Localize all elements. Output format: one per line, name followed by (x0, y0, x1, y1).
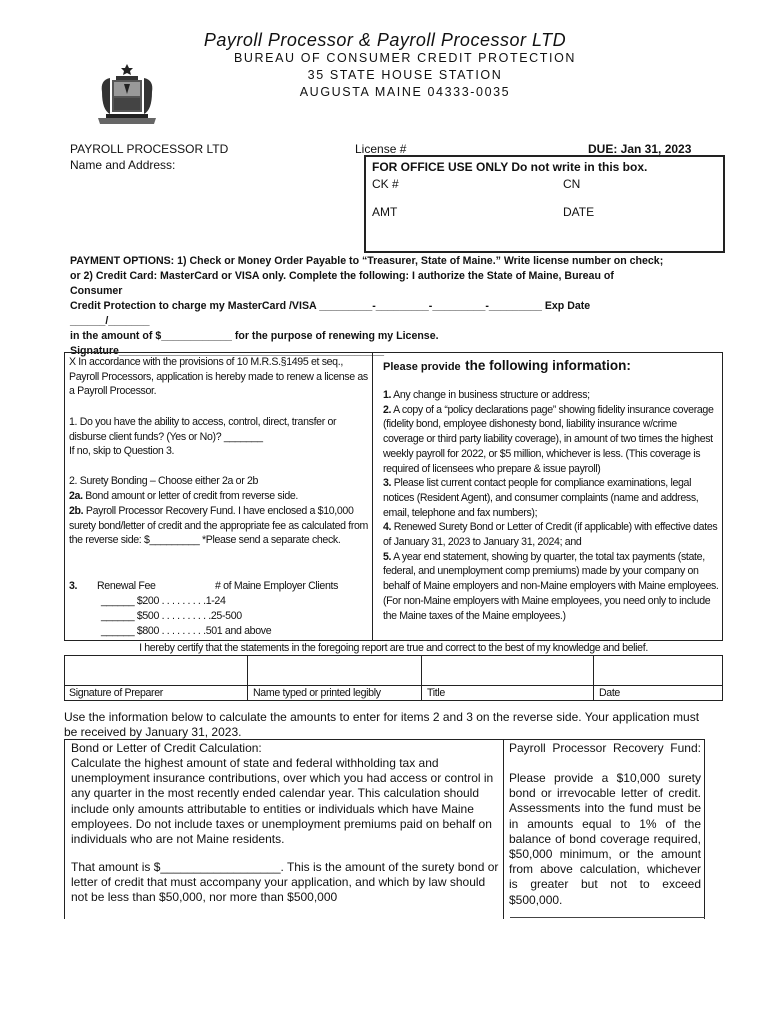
list-item-text: Please list current contact people for compliance examinations, legal notices (Resident Agent), and consumer complaints (name and address, email, telephone and fax numbers); (383, 477, 699, 519)
bureau-name: BUREAU OF CONSUMER CREDIT PROTECTION (233, 51, 577, 65)
fee-option-800[interactable] (101, 624, 271, 639)
list-item-text: A copy of a “policy declarations page” showing fidelity insurance coverage (fidelity bond, employee dishonesty bond, liability insurance w/crime coverage or third party liability coverage), in amount of two times the highest weekly payroll for 2022, or $5 million, whichever is less. (This coverage is required of licensees who prepare & issue payroll) (383, 403, 714, 475)
list-item (383, 403, 719, 477)
bureau-city: AUGUSTA MAINE 04333-0035 (299, 85, 511, 99)
form-title: Payroll Processor & Payroll Processor LTD (203, 30, 567, 50)
bond-calculation-box (64, 739, 504, 919)
signature-line[interactable]: Signature_____________________________________________ (70, 345, 384, 357)
office-use-box (364, 155, 725, 253)
question-2a-label: 2a. (69, 490, 83, 502)
bond-calculation-title: Bond or Letter of Credit Calculation: (71, 741, 262, 755)
renewal-intro: X In accordance with the provisions of 10 M.R.S.§1495 et seq., Payroll Processors, application is hereby made to renew a license as a Payroll Processor. (69, 356, 368, 398)
list-item (383, 388, 719, 403)
renewal-fee-label: Renewal Fee (97, 580, 156, 592)
certification-statement: I hereby certify that the statements in the foregoing report are true and correct to the best of my knowledge and belief. (139, 642, 648, 654)
title-field[interactable] (424, 658, 591, 684)
question-2: 2. Surety Bonding – Choose either 2a or 2b (69, 475, 259, 487)
card-number-line[interactable]: Credit Protection to charge my MasterCard /VISA _________-_________-_________-_________ Exp Date (70, 300, 591, 312)
exp-date-line[interactable]: ______/_______ (70, 315, 150, 327)
recovery-fund-box (503, 739, 705, 919)
question-2a (69, 489, 369, 504)
date-label: Date (599, 687, 620, 699)
fee-amount: ______ $800 . . . . . . . . . (101, 625, 206, 637)
list-item-number: 1. (383, 389, 392, 401)
information-title (383, 357, 631, 375)
bond-calculation-text: Calculate the highest amount of state and federal withholding tax and unemployment insurance contributions, over which you had access or control in any quarter in the most recently ended calendar year. This calculation should include only amounts attributable to entities or individuals which have Maine employees. Do not include taxes or unemployment premiums paid on behalf on individuals who are not Maine residents. (71, 756, 494, 847)
information-list (383, 388, 719, 623)
payment-line: Consumer (70, 285, 123, 297)
information-title-large: the following information: (465, 358, 631, 373)
list-item (383, 520, 719, 549)
license-number-label: License # (355, 142, 407, 156)
list-item-number: 2. (383, 403, 392, 416)
name-field[interactable] (250, 658, 419, 684)
signature-field[interactable] (67, 658, 245, 684)
list-item-number: 4. (383, 521, 392, 534)
renewal-questions-box (64, 352, 373, 641)
list-item-text: Any change in business structure or address; (393, 389, 590, 401)
date-label: DATE (563, 205, 595, 219)
divider (510, 917, 705, 918)
signature-table (64, 655, 723, 701)
date-field[interactable] (596, 658, 720, 684)
fee-amount: ______ $200 . . . . . . . . . (101, 595, 206, 607)
question-1[interactable]: 1. Do you have the ability to access, control, direct, transfer or disburse client funds? (Yes or No)? _______ (69, 416, 337, 443)
cn-label: CN (563, 177, 581, 191)
payment-line: or 2) Credit Card: MasterCard or VISA only. Complete the following: I authorize the State of Maine, Bureau of (70, 270, 614, 282)
list-item-number: 3. (383, 477, 392, 490)
fee-option-500[interactable] (101, 609, 242, 624)
question-2b[interactable] (69, 504, 369, 548)
employer-clients-label: # of Maine Employer Clients (215, 580, 339, 592)
title-label: Title (427, 687, 445, 699)
payment-options (70, 254, 725, 359)
question-2a-text: Bond amount or letter of credit from reverse side. (85, 490, 299, 502)
recovery-fund-title: Payroll Processor Recovery Fund: (509, 741, 701, 755)
list-item-number: 5. (383, 550, 392, 563)
fee-range: 25-500 (210, 610, 242, 622)
fee-amount: ______ $500 . . . . . . . . . . (101, 610, 211, 622)
information-title-small: Please provide (383, 361, 461, 373)
payment-line: PAYMENT OPTIONS: 1) Check or Money Order Payable to “Treasurer, State of Maine.” Write license number on check; (70, 255, 664, 267)
amount-line[interactable]: in the amount of $____________ for the purpose of renewing my License. (70, 330, 439, 342)
list-item-text: A year end statement, showing by quarter, the total tax payments (state, federal, and unemployment comp premiums) made by your company on behalf of Maine employers and non-Maine employers with Maine employees. (For non-Maine employers with Maine employees, you need only to include the Maine taxes of the Maine employees.) (383, 550, 719, 622)
amt-label: AMT (372, 205, 398, 219)
list-item-text: Renewed Surety Bond or Letter of Credit (if applicable) with effective dates of January 31, 2023 to January 31, 2024; and (383, 521, 718, 549)
name-typed-label: Name typed or printed legibly (253, 687, 381, 699)
bureau-address: 35 STATE HOUSE STATION (307, 68, 503, 82)
recovery-fund-text: Please provide a $10,000 surety bond or irrevocable letter of credit. Assessments into the fund must be in amounts equal to 1% of the balance of bond coverage required, $50,000 minimum, or the amount from above calculation, whichever is greater but not to exceed $500,000. (509, 771, 701, 907)
question-1-skip: If no, skip to Question 3. (69, 445, 175, 457)
due-date: DUE: Jan 31, 2023 (588, 142, 692, 156)
reverse-intro: Use the information below to calculate the amounts to enter for items 2 and 3 on the reverse side. Your application must be received by January 31, 2023. (64, 710, 700, 740)
name-address-label: Name and Address: (70, 158, 176, 172)
fee-range: 1-24 (205, 595, 226, 607)
license-type: PAYROLL PROCESSOR LTD (70, 142, 229, 156)
question-2b-label: 2b. (69, 505, 84, 517)
fee-range: 501 and above (205, 625, 272, 637)
question-3-number: 3. (69, 580, 78, 592)
list-item (383, 550, 719, 624)
question-2b-text: Payroll Processor Recovery Fund. I have enclosed a $10,000 surety bond/letter of credit and the appropriate fee as calculated from the reverse side: $_________ *Please send a separate check. (69, 505, 369, 547)
information-box (372, 352, 723, 641)
fee-option-200[interactable] (101, 594, 226, 609)
bond-amount-line[interactable]: That amount is $__________________. This is the amount of the surety bond or letter of credit that must accompany your application, and which by law should not be less than $50,000, nor more than $500,000 (71, 860, 499, 905)
maine-state-seal-icon (96, 62, 158, 126)
list-item (383, 476, 719, 520)
office-use-title: FOR OFFICE USE ONLY Do not write in this box. (372, 160, 648, 174)
ck-label: CK # (372, 177, 399, 191)
signature-of-preparer-label: Signature of Preparer (69, 687, 163, 699)
